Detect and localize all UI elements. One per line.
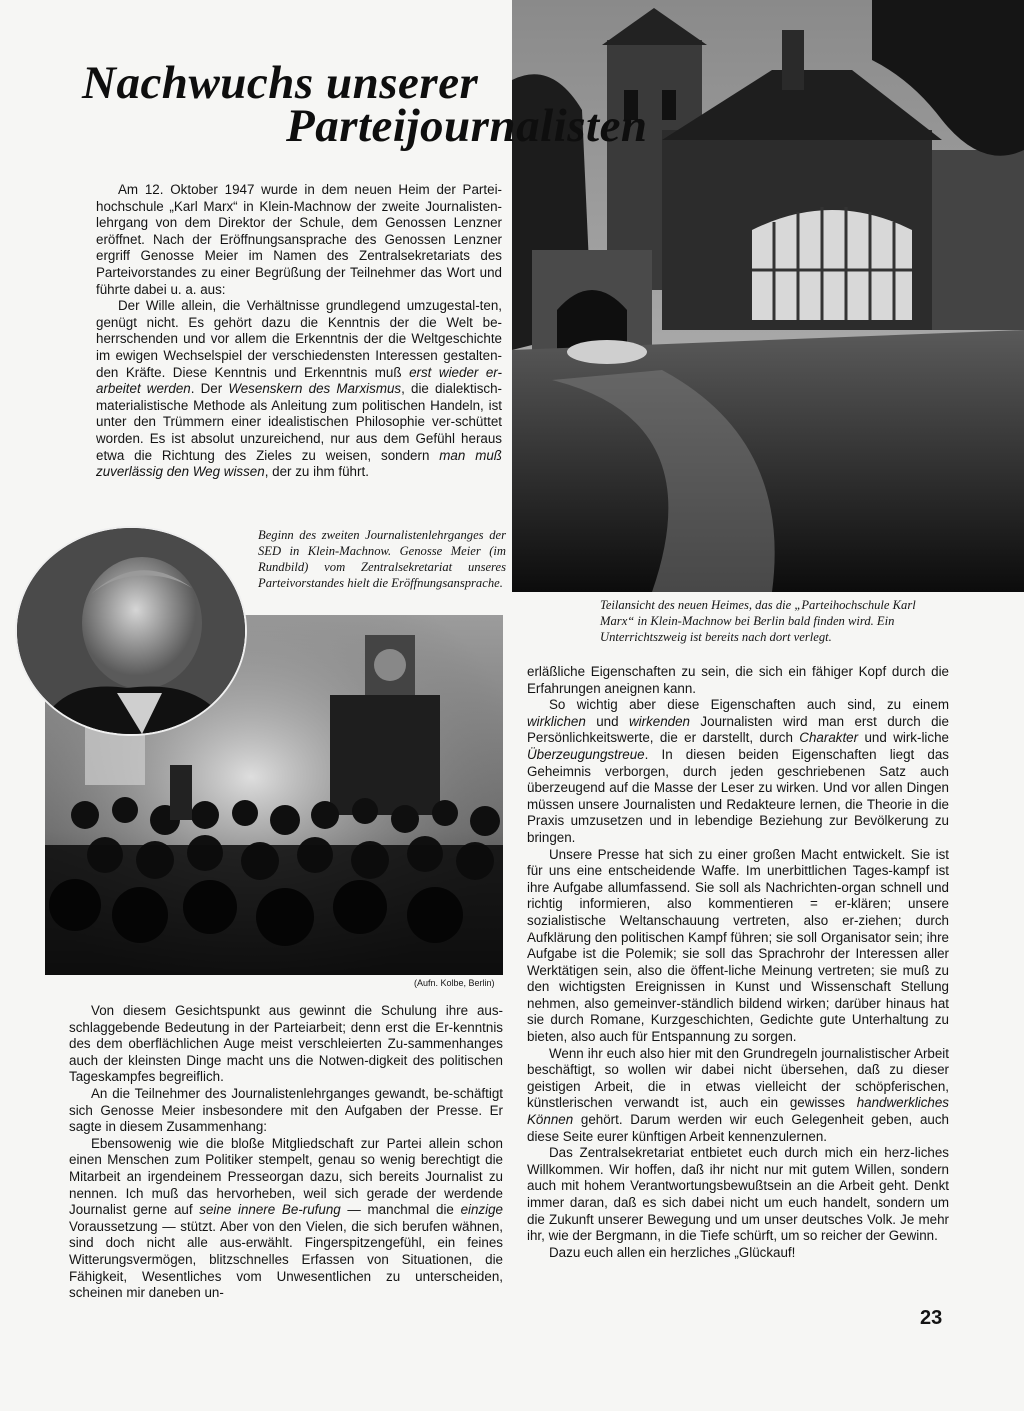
castle-photo bbox=[512, 0, 1024, 592]
left-column bbox=[69, 1003, 503, 1302]
right-column bbox=[527, 664, 949, 1261]
castle-photo-caption: Teilansicht des neuen Heimes, das die „Parteihochschule Karl Marx“ in Klein-Machnow bei Berlin bald finden wird. Ein Unterrichtszweig ist bereits nach dort verlegt. bbox=[600, 598, 916, 644]
right-paragraph-4: Wenn ihr euch also hier mit den Grundregeln journalistischer Arbeit beschäftigt, so wollen wir dabei nicht übersehen, daß zu dieser geistigen Arbeit, die in etwas vielleicht der schöpferischen, künstlerischen verwandt ist, auch ein gewisses handwerkliches Können gehört. Darum werden wir euch Gelegenheit geben, auch diese Seite eurer künftigen Arbeit kennenzulernen. bbox=[527, 1045, 949, 1144]
intro-quote-paragraph: Der Wille allein, die Verhältnisse grundlegend umzugestal-ten, genügt nicht. Es gehört dazu die Kenntnis der die Welt be-herrschenden und vor allem die Erkenntnis der die Weltgeschichte im ewigen Wechselspiel der verschiedensten Interessen gestalten-den Kräfte. Diese Kenntnis und Erkenntnis muß erst wieder er-arbeitet werden. Der Wesenskern des Marxismus, die dialektisch-materialistische Methode als Anleitung zum politischen Handeln, ist unter den Trümmern einer idealistischen Philosophie ver-schüttet worden. Es ist absolut unzureichend, nur aus dem Gefühl heraus etwa die Richtung des Zieles zu weisen, sondern man muß zuverlässig den Weg wissen, der zu ihm führt. bbox=[96, 298, 502, 480]
portrait-round-photo bbox=[15, 526, 247, 736]
right-paragraph-5: Das Zentralsekretariat entbietet euch durch mich ein herz-liches Willkommen. Wir hoffen, daß ihr nicht nur mit gutem Willen, sondern auch mit hohem Verantwortungsbewußtsein an die Arbeit geht. Denkt immer daran, daß es sich dabei nicht um euch handelt, sondern um die Zukunft unserer Bewegung und um unser deutsches Volk. Je mehr ihr, wie der Bergmann, in die Tiefe schürft, um so reicher der Gewinn. bbox=[527, 1145, 949, 1244]
intro-paragraph: Am 12. Oktober 1947 wurde in dem neuen Heim der Partei-hochschule „Karl Marx“ in Klein-Machnow der zweite Journalisten-lehrgang von dem Direktor der Schule, dem Genossen Lenzner eröffnet. Nach der Eröffnungsansprache des Genossen Lenzner ergriff Genosse Meier im Namen des Zentralsekretariats des Parteivorstandes zu einer Begrüßung der Teilnehmer das Wort und führte dabei u. a. aus: bbox=[96, 182, 502, 297]
right-paragraph-2: So wichtig aber diese Eigenschaften auch sind, zu einem wirklichen und wirkenden Journalisten wird man erst durch die Persönlichkeitswerte, die er darstellt, durch Charakter und wirk-liche Überzeugungstreue. In diesen beiden Eigenschaften liegt das Geheimnis verborgen, durch jeden geschriebenen Satz auch überzeugend auf die Masse der Leser zu wirken. Und vor allen Dingen müssen unsere Journalisten und Redakteure lernen, die Theorie in die Praxis umzusetzen und in lebendige Beziehung zur Bevölkerung zu bringen. bbox=[527, 697, 949, 845]
page-number: 23 bbox=[920, 1307, 943, 1329]
intro-column bbox=[96, 182, 502, 481]
left-paragraph-3: Ebensowenig wie die bloße Mitgliedschaft zur Partei allein schon einen Menschen zum Politiker stempelt, genau so wenig berechtigt die Mitarbeit an irgendeinem Presseorgan dazu, sich bereits Journalist zu nennen. Ich muß das hervorheben, weil sich gerade der werdende Journalist gerne auf seine innere Be-rufung — manchmal die einzige Voraussetzung — stützt. Aber von den Vielen, die sich berufen wähnen, sind doch nicht alle aus-erwählt. Fingerspitzengefühl, ein feines Witterungsvermögen, blitzschnelles Erfassen von Situationen, die Fähigkeit, Wesentliches vom Unwesentlichen zu unterscheiden, scheinen mir daneben un- bbox=[69, 1135, 503, 1301]
left-paragraph-1: Von diesem Gesichtspunkt aus gewinnt die Schulung ihre aus-schlaggebende Bedeutung in der Parteiarbeit; denn erst die Er-kenntnis des dem oberflächlichen Auge meist verschleierten Zu-sammenhanges auch der kleinsten Dinge macht uns die Notwen-digkeit des politischen Tageskampfes begreiflich. bbox=[69, 1003, 503, 1085]
headline-line-2: Parteijournalisten bbox=[286, 100, 648, 152]
right-paragraph-3: Unsere Presse hat sich zu einer großen Macht entwickelt. Sie ist für uns eine entscheidende Waffe. Im unerbittlichen Tages-kampf ist ihre Aufgabe allumfassend. Sie soll als Nachrichten-organ schnell und richtig informieren, also kommentieren = er-klären; unsere sozialistische Weltanschauung vertreten, also er-ziehen; durch Aufklärung den politischen Kampf führen; sie soll Organisator sein; ihre Aufgabe ist die Polemik; sie soll das Sprachrohr der Interessen aller Werktätigen sein, also die öffent-liche Meinung vertreten; sie muß zu den wichtigsten Ereignissen in Kunst und Wissenschaft Stellung nehmen, also gemeinver-ständlich bildend wirken; darüber hinaus hat sie durch Romane, Kurzgeschichten, Gedichte gute Unterhaltung zu bieten, also auch für Entspannung zu sorgen. bbox=[527, 846, 949, 1045]
headline-line-1: Nachwuchs unserer bbox=[82, 57, 479, 109]
left-paragraph-2: An die Teilnehmer des Journalistenlehrganges gewandt, be-schäftigt sich Genosse Meier insbesondere mit den Aufgaben der Presse. Er sagte in diesem Zusammenhang: bbox=[69, 1085, 503, 1135]
photo-credit: (Aufn. Kolbe, Berlin) bbox=[414, 978, 495, 988]
right-paragraph-6: Dazu euch allen ein herzliches „Glückauf! bbox=[549, 1244, 796, 1260]
meeting-photo-caption: Beginn des zweiten Journalistenlehrganges der SED in Klein-Machnow. Genosse Meier (im Rundbild) vom Zentralsekretariat unseres Parteivorstandes hielt die Eröffnungsansprache. bbox=[258, 528, 506, 590]
right-paragraph-1: erläßliche Eigenschaften zu sein, die sich ein fähiger Kopf durch die Erfahrungen aneignen kann. bbox=[527, 664, 949, 696]
